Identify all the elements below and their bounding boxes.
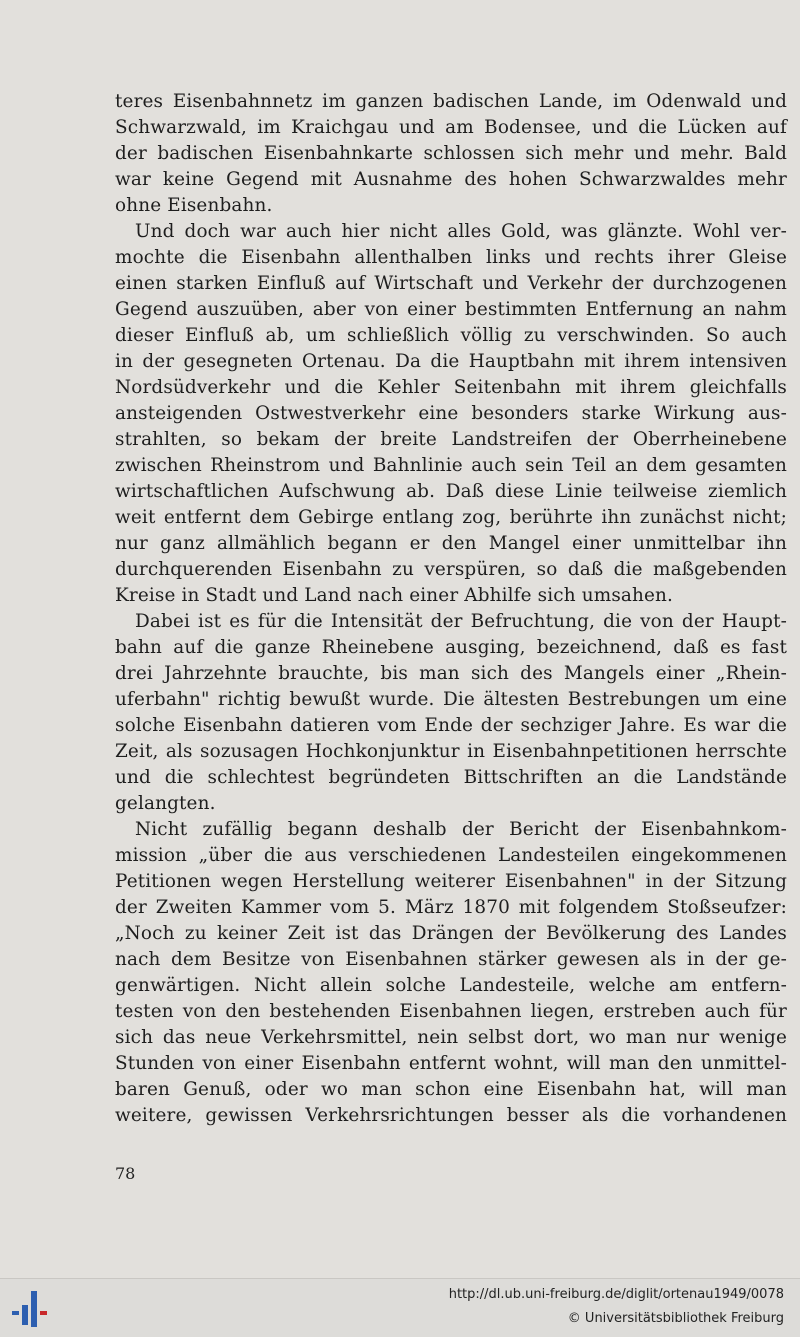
text-line: gelangten. bbox=[115, 793, 216, 814]
text-line: Schwarzwald, im Kraichgau und am Bodensee, und die Lücken auf bbox=[115, 117, 787, 138]
text-line: der badischen Eisenbahnkarte schlossen sich mehr und mehr. Bald bbox=[115, 143, 787, 164]
text-line: nur ganz allmählich begann er den Mangel einer unmittelbar ihn bbox=[115, 533, 787, 554]
viewer-footer bbox=[0, 1278, 800, 1337]
text-line: strahlten, so bekam der breite Landstreifen der Oberrheinebene bbox=[115, 429, 787, 450]
text-line: Dabei ist es für die Intensität der Befruchtung, die von der Haupt- bbox=[135, 611, 787, 632]
text-line: weit entfernt dem Gebirge entlang zog, berührte ihn zunächst nicht; bbox=[115, 507, 787, 528]
text-line: Kreise in Stadt und Land nach einer Abhilfe sich umsahen. bbox=[115, 585, 674, 606]
text-line: ansteigenden Ostwestverkehr eine besonders starke Wirkung aus- bbox=[115, 403, 787, 424]
text-line: war keine Gegend mit Ausnahme des hohen Schwarzwaldes mehr bbox=[115, 169, 787, 190]
text-line: einen starken Einfluß auf Wirtschaft und Verkehr der durchzogenen bbox=[115, 273, 787, 294]
text-line: in der gesegneten Ortenau. Da die Hauptbahn mit ihrem intensiven bbox=[115, 351, 787, 372]
text-line: Stunden von einer Eisenbahn entfernt wohnt, will man den unmittel- bbox=[115, 1053, 787, 1074]
text-line: mission „über die aus verschiedenen Landesteilen eingekommenen bbox=[115, 845, 787, 866]
text-line: Nordsüdverkehr und die Kehler Seitenbahn mit ihrem gleichfalls bbox=[115, 377, 787, 398]
source-url-link[interactable]: http://dl.ub.uni-freiburg.de/diglit/ortenau1949/0078 bbox=[448, 1287, 784, 1302]
text-line: und die schlechtest begründeten Bittschriften an die Landstände bbox=[115, 767, 787, 788]
text-line: zwischen Rheinstrom und Bahnlinie auch sein Teil an dem gesamten bbox=[115, 455, 787, 476]
library-logo-icon bbox=[10, 1289, 50, 1329]
text-line: genwärtigen. Nicht allein solche Landesteile, welche am entfern- bbox=[115, 975, 787, 996]
text-line: dieser Einfluß ab, um schließlich völlig zu verschwinden. So auch bbox=[115, 325, 787, 346]
text-line: durchquerenden Eisenbahn zu verspüren, so daß die maßgebenden bbox=[115, 559, 787, 580]
text-line: drei Jahrzehnte brauchte, bis man sich des Mangels einer „Rhein- bbox=[115, 663, 787, 684]
text-line: Gegend auszuüben, aber von einer bestimmten Entfernung an nahm bbox=[115, 299, 787, 320]
text-line: Zeit, als sozusagen Hochkonjunktur in Eisenbahnpetitionen herrschte bbox=[115, 741, 787, 762]
text-line: testen von den bestehenden Eisenbahnen liegen, erstreben auch für bbox=[115, 1001, 787, 1022]
text-line: „Noch zu keiner Zeit ist das Drängen der Bevölkerung des Landes bbox=[115, 923, 787, 944]
text-line: wirtschaftlichen Aufschwung ab. Daß diese Linie teilweise ziemlich bbox=[115, 481, 787, 502]
text-line: uferbahn" richtig bewußt wurde. Die ältesten Bestrebungen um eine bbox=[115, 689, 787, 710]
text-line: ohne Eisenbahn. bbox=[115, 195, 273, 216]
text-line: der Zweiten Kammer vom 5. März 1870 mit folgendem Stoßseufzer: bbox=[115, 897, 787, 918]
text-line: nach dem Besitze von Eisenbahnen stärker gewesen als in der ge- bbox=[115, 949, 787, 970]
text-line: sich das neue Verkehrsmittel, nein selbst dort, wo man nur wenige bbox=[115, 1027, 787, 1048]
text-line: weitere, gewissen Verkehrsrichtungen besser als die vorhandenen bbox=[115, 1105, 787, 1126]
body-text bbox=[115, 89, 787, 1129]
text-line: mochte die Eisenbahn allenthalben links und rechts ihrer Gleise bbox=[115, 247, 787, 268]
page-number: 78 bbox=[115, 1164, 136, 1183]
text-line: baren Genuß, oder wo man schon eine Eisenbahn hat, will man bbox=[115, 1079, 787, 1100]
text-line: Und doch war auch hier nicht alles Gold, was glänzte. Wohl ver- bbox=[135, 221, 787, 242]
copyright-text: © Universitätsbibliothek Freiburg bbox=[567, 1311, 784, 1326]
text-line: bahn auf die ganze Rheinebene ausging, bezeichnend, daß es fast bbox=[115, 637, 787, 658]
text-line: Nicht zufällig begann deshalb der Bericht der Eisenbahnkom- bbox=[135, 819, 787, 840]
text-line: Petitionen wegen Herstellung weiterer Eisenbahnen" in der Sitzung bbox=[115, 871, 787, 892]
text-line: solche Eisenbahn datieren vom Ende der sechziger Jahre. Es war die bbox=[115, 715, 787, 736]
text-line: teres Eisenbahnnetz im ganzen badischen Lande, im Odenwald und bbox=[115, 91, 787, 112]
